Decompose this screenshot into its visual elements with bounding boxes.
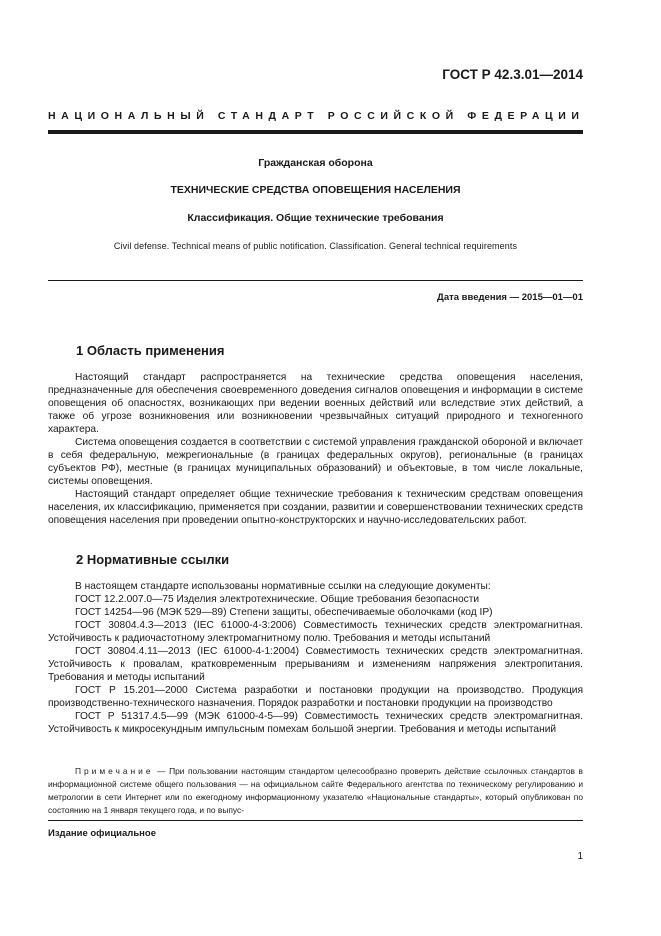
national-standard-banner: НАЦИОНАЛЬНЫЙ СТАНДАРТ РОССИЙСКОЙ ФЕДЕРАЦИИ (48, 110, 585, 122)
footer-rule (48, 820, 583, 821)
title-line-1: Гражданская оборона (258, 157, 373, 169)
paragraph: Система оповещения создается в соответствии с системой управления гражданской обороной и включает в себя федеральную, межрегиональные (в границах федеральных округов), региональные (в границах субъектов РФ), местные (в границах муниципальных образований) и объектовые, в том числе локальные, системы оповещения. (48, 437, 583, 487)
note-text: — При пользовании настоящим стандартом целесообразно проверить действие ссылочных стандартов в информационной системе общего пользования — на официальном сайте Федерального агентства по техническому регулированию и метрологии в сети Интернет или по ежегодному информационному указателю «Национальные стандарты», который опубликован по состоянию на 1 января текущего года, и по выпус- (48, 766, 583, 815)
note-paragraph (48, 765, 583, 817)
paragraph: Настоящий стандарт определяет общие технические требования к техническим средствам оповещения населения, их классификацию, применяется при создании, развитии и совершенствовании технических средств оповещения населения при проведении опытно-конструкторских и научно-исследовательских работ. (48, 489, 583, 526)
reference-item: ГОСТ Р 15.201—2000 Система разработки и постановки продукции на производство. Продукция производственно-технического назначения. Порядок разработки и постановки продукции на производство (48, 685, 583, 709)
standard-designation: ГОСТ Р 42.3.01—2014 (442, 67, 583, 82)
introduction-date: Дата введения — 2015—01—01 (437, 292, 583, 303)
note-label: Примечание (75, 766, 154, 776)
title-line-3: Классификация. Общие технические требования (187, 212, 444, 224)
page-number: 1 (577, 851, 583, 862)
reference-item: ГОСТ 30804.4.11—2013 (IEC 61000-4-1:2004) Совместимость технических средств электромагнитная. Устойчивость к провалам, кратковременным прерываниям и изменениям напряжения электропитания. Требования и методы испытаний (48, 646, 583, 683)
section-2-body (48, 580, 583, 736)
edition-label: Издание официальное (48, 828, 156, 839)
title-line-2: ТЕХНИЧЕСКИЕ СРЕДСТВА ОПОВЕЩЕНИЯ НАСЕЛЕНИЯ (170, 184, 461, 196)
title-rule (48, 280, 583, 281)
section-1-heading: 1 Область применения (76, 343, 225, 358)
header-rule-thin (48, 133, 583, 134)
reference-item: ГОСТ 12.2.007.0—75 Изделия электротехнические. Общие требования безопасности (75, 594, 480, 605)
section-1-body (48, 371, 583, 527)
paragraph: В настоящем стандарте использованы нормативные ссылки на следующие документы: (75, 581, 491, 592)
reference-item: ГОСТ Р 51317.4.5—99 (МЭК 61000-4-5—99) Совместимость технических средств электромагнитная. Устойчивость к микросекундным импульсным помехам большой энергии. Требования и методы испытаний (48, 711, 583, 735)
note-block (48, 765, 583, 817)
title-english: Civil defense. Technical means of public notification. Classification. General technical requirements (113, 241, 518, 251)
reference-item: ГОСТ 30804.4.3—2013 (IEC 61000-4-3:2006) Совместимость технических средств электромагнитная. Устойчивость к радиочастотному электромагнитному полю. Требования и методы испытаний (48, 620, 583, 644)
reference-item: ГОСТ 14254—96 (МЭК 529—89) Степени защиты, обеспечиваемые оболочками (код IP) (75, 607, 493, 618)
paragraph: Настоящий стандарт распространяется на технические средства оповещения населения, предназначенные для обеспечения своевременного доведения сигналов оповещения и информации в системе оповещения об опасностях, возникающих при ведении военных действий или вследствие этих действий, а также об угрозе возникновения или возникновении чрезвычайных ситуаций природного и техногенного характера. (48, 372, 583, 435)
section-2-heading: 2 Нормативные ссылки (76, 552, 230, 567)
